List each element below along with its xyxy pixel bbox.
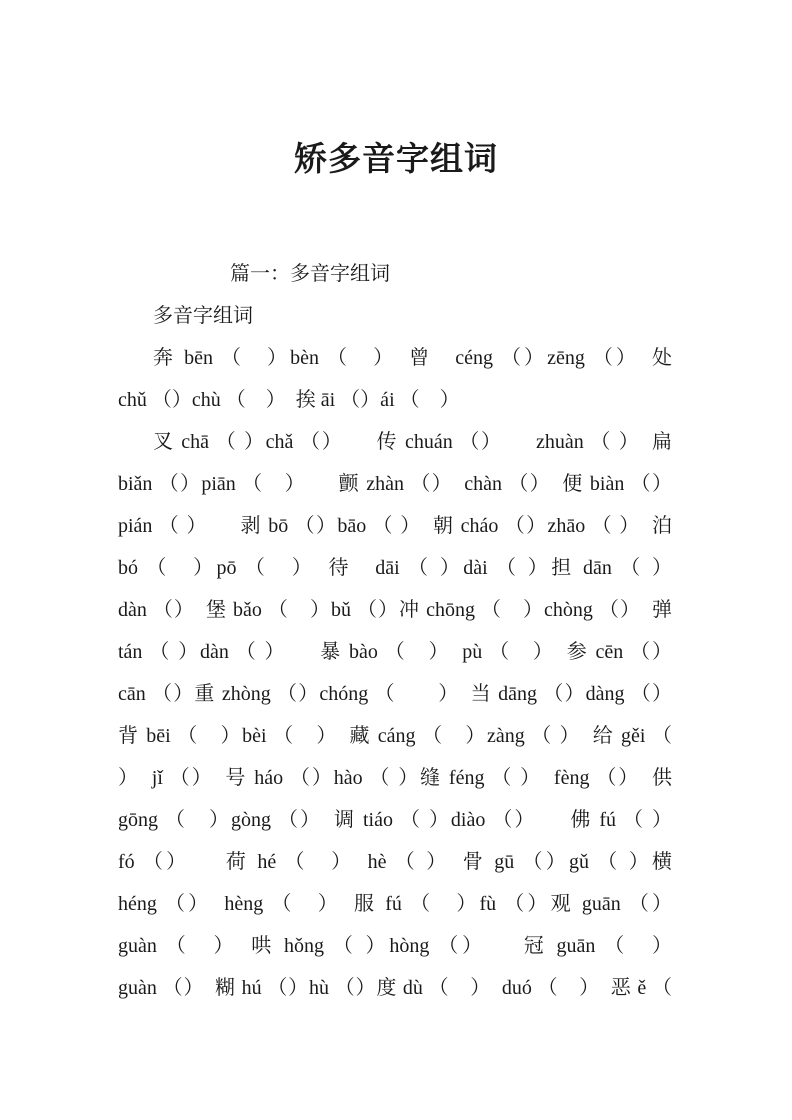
- text-line: fó （） 荷 hé （ ） hè （ ） 骨 gū （）gǔ （ ）横: [118, 851, 672, 873]
- text-line: chǔ （）chù （ ） 挨 āi （）ái （ ）: [118, 389, 460, 411]
- document-body: [118, 253, 672, 1009]
- text-line: dàn （） 堡 bǎo （ ）bǔ （）冲 chōng （ ）chòng （） 弹: [118, 599, 672, 621]
- text-line: ） jǐ （） 号 háo （）hào （ ）缝 féng （ ） fèng （） 供: [118, 767, 672, 789]
- text-line: gōng （ ）gòng （） 调 tiáo （ ）diào （） 佛 fú （ ）: [118, 809, 672, 831]
- text-line: cān （）重 zhòng （）chóng （ ） 当 dāng （）dàng （）: [118, 683, 672, 705]
- section-heading: 篇一：多音字组词: [230, 263, 390, 285]
- text-line: 叉 chā （ ）chǎ （） 传 chuán （） zhuàn （ ） 扁: [153, 431, 672, 453]
- subheading: 多音字组词: [153, 305, 253, 327]
- text-line: pián （ ） 剥 bō （）bāo （ ） 朝 cháo （）zhāo （ ） 泊: [118, 515, 672, 537]
- text-line: bó （ ）pō （ ） 待 dāi （ ）dài （ ）担 dān （ ）: [118, 557, 672, 579]
- text-line: guàn （ ） 哄 hǒng （ ）hòng （） 冠 guān （ ）: [118, 935, 672, 957]
- text-line: héng （） hèng （ ） 服 fú （ ）fù （）观 guān （）: [118, 893, 672, 915]
- text-line: tán （ ）dàn （ ） 暴 bào （ ） pù （ ） 参 cēn （）: [118, 641, 672, 663]
- document-title: 矫多音字组词: [294, 142, 498, 178]
- text-line: biǎn （）piān （ ） 颤 zhàn （） chàn （） 便 biàn （）: [118, 473, 672, 495]
- text-line: 奔 bēn （ ）bèn （ ） 曾 céng （）zēng （） 处: [153, 347, 672, 369]
- text-line: 背 bēi （ ）bèi （ ） 藏 cáng （ ）zàng （ ） 给 gěi （: [118, 725, 672, 747]
- text-line: guàn （） 糊 hú （）hù （）度 dù （ ） duó （ ） 恶 ě （: [118, 977, 672, 999]
